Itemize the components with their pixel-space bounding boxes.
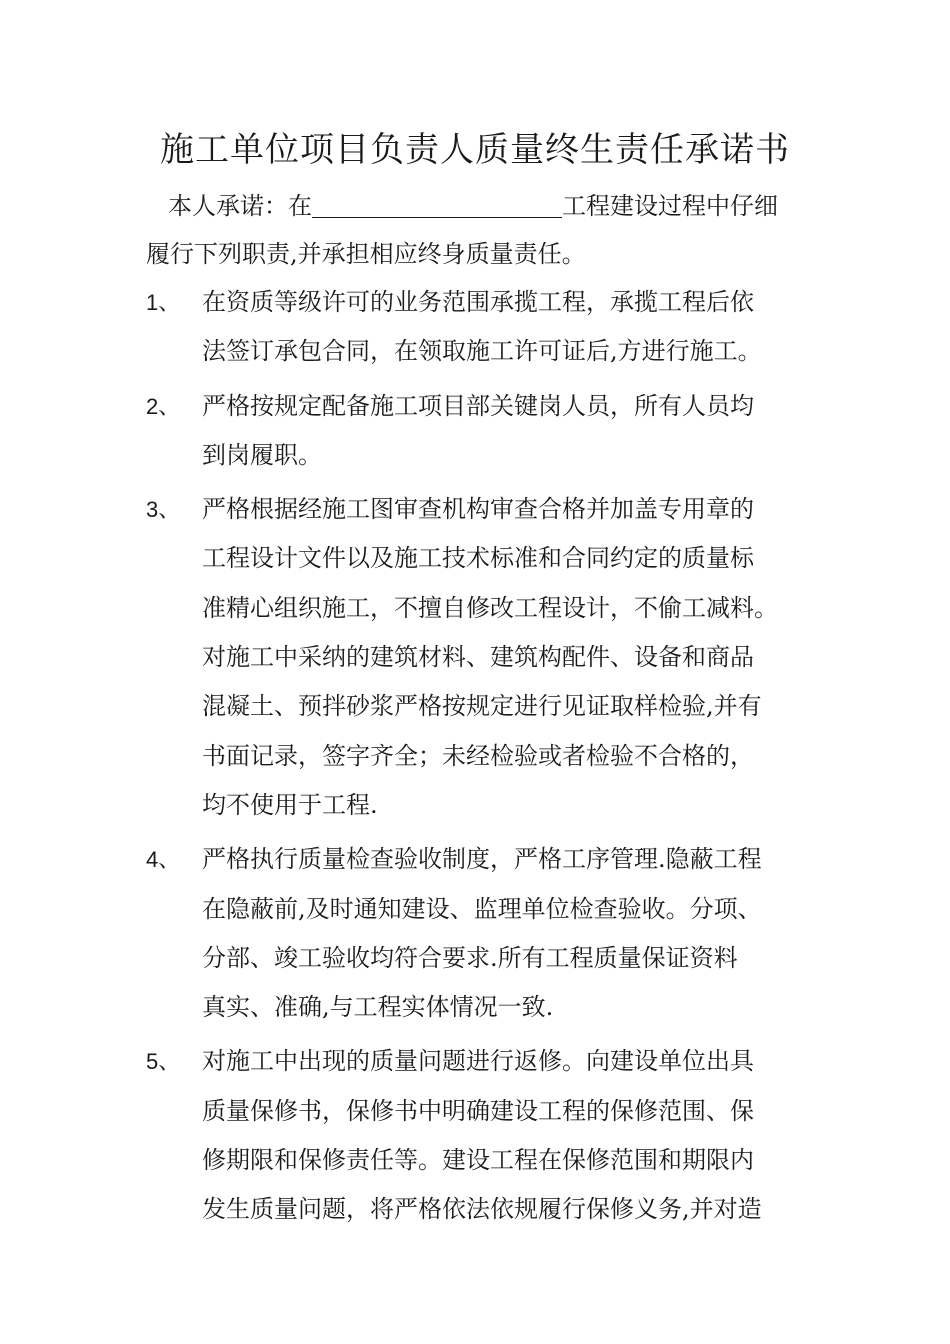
- list-item: [146, 485, 826, 830]
- list-item-text-line: 修期限和保修责任等。建设工程在保修范围和期限内: [202, 1146, 754, 1175]
- document-title: 施工单位项目负责人质量终生责任承诺书: [160, 130, 790, 170]
- list-item-number: 1、: [146, 290, 181, 315]
- list-item: [146, 382, 826, 481]
- list-item-text-line: 均不使用于工程.: [202, 790, 378, 819]
- list-item-text-line: 在隐蔽前,及时通知建设、监理单位检查验收。分项、: [202, 894, 762, 923]
- list-item: [146, 835, 826, 1032]
- intro-suffix: 工程建设过程中仔细: [562, 192, 778, 220]
- list-item-text-line: 法签订承包合同，在领取施工许可证后,方进行施工。: [202, 337, 762, 366]
- list-item-text-line: 严格执行质量检查验收制度，严格工序管理.隐蔽工程: [202, 845, 762, 874]
- list-item-number: 2、: [146, 393, 181, 419]
- list-item-text-line: 书面记录，签字齐全；未经检验或者检验不合格的，: [202, 741, 754, 770]
- list-item-number: 4、: [146, 847, 181, 873]
- intro-prefix: 本人承诺：在: [168, 192, 312, 220]
- commitment-list: [146, 278, 826, 1240]
- list-item-text-line: 发生质量问题，将严格依法依规履行保修义务,并对造: [202, 1195, 762, 1224]
- intro-line-2: 履行下列职责,并承担相应终身质量责任。: [146, 240, 586, 268]
- list-item: [146, 278, 826, 377]
- list-item-text-line: 对施工中出现的质量问题进行返修。向建设单位出具: [202, 1047, 754, 1076]
- list-item-text-line: 分部、竣工验收均符合要求.所有工程质量保证资料: [202, 943, 738, 972]
- list-item-text-line: 到岗履职。: [202, 440, 322, 469]
- list-item-text-line: 准精心组织施工，不擅自修改工程设计，不偷工减料。: [202, 593, 778, 622]
- list-item: [146, 1037, 826, 1234]
- list-item-number: 5、: [146, 1049, 181, 1075]
- project-name-blank: [312, 187, 562, 218]
- list-item-text-line: 质量保修书，保修书中明确建设工程的保修范围、保: [202, 1096, 754, 1125]
- list-item-text-line: 工程设计文件以及施工技术标准和合同约定的质量标: [202, 544, 754, 573]
- intro-line-1: [146, 182, 816, 230]
- list-item-text-line: 真实、准确,与工程实体情况一致.: [202, 993, 554, 1022]
- list-item-text-line: 对施工中采纳的建筑材料、建筑构配件、设备和商品: [202, 643, 754, 672]
- list-item-text-line: 在资质等级许可的业务范围承揽工程，承揽工程后依: [202, 288, 754, 316]
- intro-paragraph: [146, 182, 816, 278]
- list-item-text-line: 严格根据经施工图审查机构审查合格并加盖专用章的: [202, 495, 754, 524]
- list-item-number: 3、: [146, 497, 181, 523]
- list-item-text-line: 混凝土、预拌砂浆严格按规定进行见证取样检验,并有: [202, 692, 762, 721]
- list-item-text-line: 严格按规定配备施工项目部关键岗人员，所有人员均: [202, 391, 754, 420]
